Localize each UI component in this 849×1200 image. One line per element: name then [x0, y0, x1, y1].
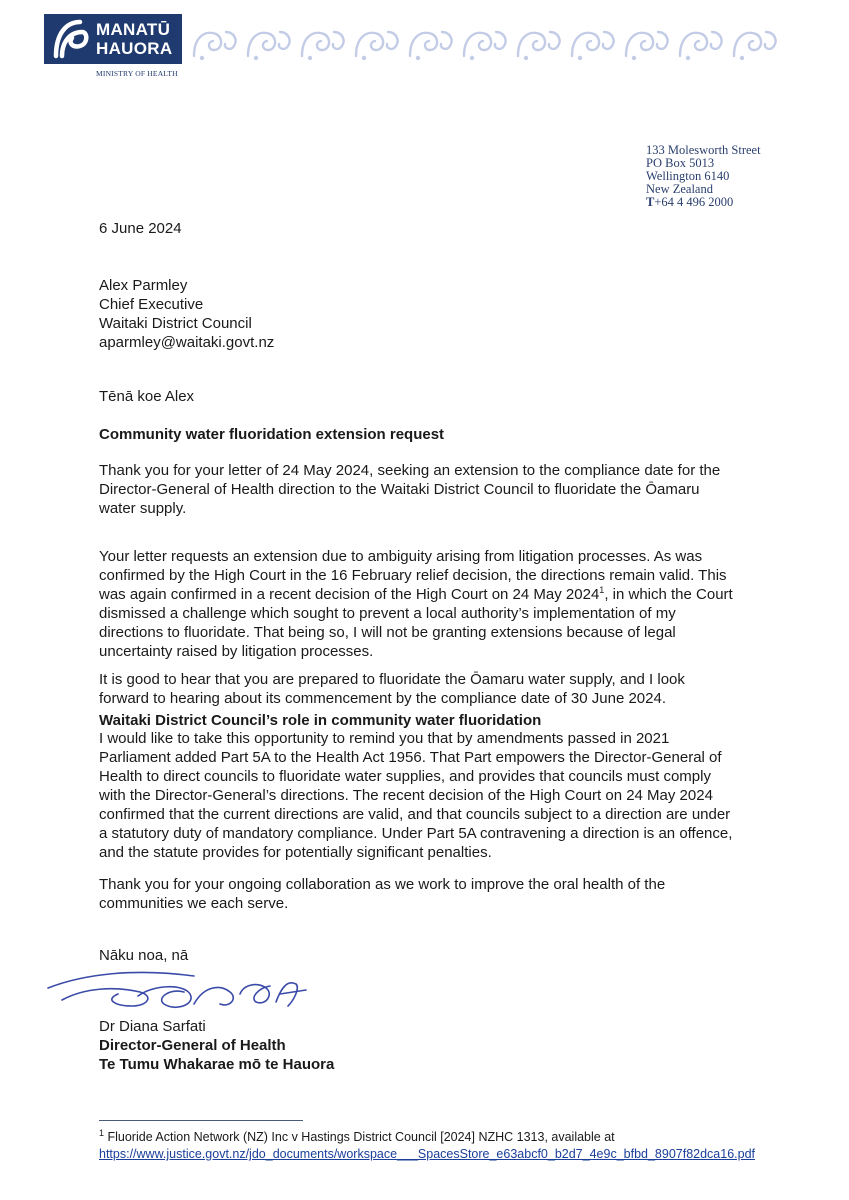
phone-label: T [646, 195, 655, 209]
paragraph-line: water supply. [99, 500, 187, 517]
salutation: Tēnā koe Alex [99, 388, 195, 405]
recipient-name: Alex Parmley [99, 277, 188, 294]
footnote-link[interactable]: https://www.justice.govt.nz/jdo_documents/workspace___SpacesStore_e63abcf0_b2d7_4e9c_bfbd_8907f82dca16.pdf [99, 1147, 756, 1161]
paragraph-line: forward to hearing about its commencement by the compliance date of 30 June 2024. [99, 690, 667, 707]
letterhead-pattern [188, 22, 798, 66]
footnote-marker: 1 [99, 1127, 105, 1138]
section-heading: Waitaki District Council’s role in community water fluoridation [99, 712, 542, 729]
signatory-title-maori: Te Tumu Whakarae mō te Hauora [99, 1056, 335, 1073]
paragraph-4 [99, 729, 779, 862]
signatory-title: Director-General of Health [99, 1037, 286, 1054]
subject-heading: Community water fluoridation extension request [99, 426, 445, 443]
letter-date: 6 June 2024 [99, 220, 182, 237]
paragraph-line: Health to direct councils to fluoridate water supplies, and provides that councils must comply [99, 768, 711, 785]
logo-subtitle: MINISTRY OF HEALTH [96, 69, 178, 78]
footnote-divider [99, 1120, 303, 1121]
address-city: Wellington 6140 [646, 169, 730, 183]
paragraph-line: Thank you for your ongoing collaboration as we work to improve the oral health of the [99, 876, 666, 893]
sender-address [646, 144, 761, 209]
paragraph-text: , in which the Court [604, 586, 733, 603]
paragraph-text: was again confirmed in a recent decision of the High Court on 24 May 2024 [99, 586, 600, 603]
koru-icon [46, 16, 92, 62]
signatory-name: Dr Diana Sarfati [99, 1018, 206, 1035]
paragraph-line: dismissed a challenge which sought to prevent a local authority’s implementation of my [99, 605, 676, 622]
pattern-repeat [194, 32, 776, 60]
footnote-text-row [99, 1129, 755, 1146]
paragraph-line: Director-General of Health direction to the Waitaki District Council to fluoridate the Ōamaru [99, 481, 700, 498]
paragraph-5 [99, 875, 779, 913]
logo-block [44, 14, 182, 64]
recipient-title: Chief Executive [99, 296, 204, 313]
address-country: New Zealand [646, 182, 713, 196]
address-phone: +64 4 496 2000 [654, 195, 734, 209]
address-street: 133 Molesworth Street [646, 143, 761, 157]
logo-word-hauora: HAUORA [96, 39, 173, 58]
address-phone-row [646, 196, 761, 209]
paragraph-line: and the statute provides for potentially significant penalties. [99, 844, 492, 861]
ministry-logo [44, 14, 182, 80]
paragraph-2 [99, 547, 779, 661]
paragraph-line: communities we each serve. [99, 895, 289, 912]
footnote [99, 1129, 755, 1163]
paragraph-line: directions to fluoridate. That being so, I will not be granting extensions because of legal [99, 624, 676, 641]
paragraph-line: Parliament added Part 5A to the Health Act 1956. That Part empowers the Director-General of [99, 749, 722, 766]
logo-word-manatu: MANATŪ [96, 20, 171, 39]
paragraph-line: a statutory duty of mandatory compliance. Under Part 5A contravening a direction is an offence, [99, 825, 733, 842]
recipient-organisation: Waitaki District Council [99, 315, 252, 332]
footnote-text: Fluoride Action Network (NZ) Inc v Hastings District Council [2024] NZHC 1313, available at [104, 1130, 615, 1144]
paragraph-line: Thank you for your letter of 24 May 2024, seeking an extension to the compliance date for the [99, 462, 721, 479]
paragraph-line: It is good to hear that you are prepared to fluoridate the Ōamaru water supply, and I look [99, 671, 685, 688]
paragraph-line: with the Director-General’s directions. The recent decision of the High Court on 24 May 2024 [99, 787, 713, 804]
address-po-box: PO Box 5013 [646, 156, 715, 170]
paragraph-line: confirmed by the High Court in the 16 February relief decision, the directions remain valid. This [99, 567, 727, 584]
paragraph-line: uncertainty raised by litigation processes. [99, 643, 374, 660]
paragraph-1 [99, 461, 779, 518]
paragraph-line: Your letter requests an extension due to ambiguity arising from litigation processes. As was [99, 548, 703, 565]
paragraph-line-with-footnote [99, 585, 779, 604]
paragraph-line: confirmed that the current directions are valid, and that councils subject to a direction are under [99, 806, 731, 823]
closing: Nāku noa, nā [99, 947, 189, 964]
recipient-email: aparmley@waitaki.govt.nz [99, 334, 275, 351]
signature-image [44, 966, 334, 1022]
paragraph-line: I would like to take this opportunity to remind you that by amendments passed in 2021 [99, 730, 670, 747]
paragraph-3 [99, 670, 779, 708]
footnote-reference: 1 [599, 585, 605, 595]
